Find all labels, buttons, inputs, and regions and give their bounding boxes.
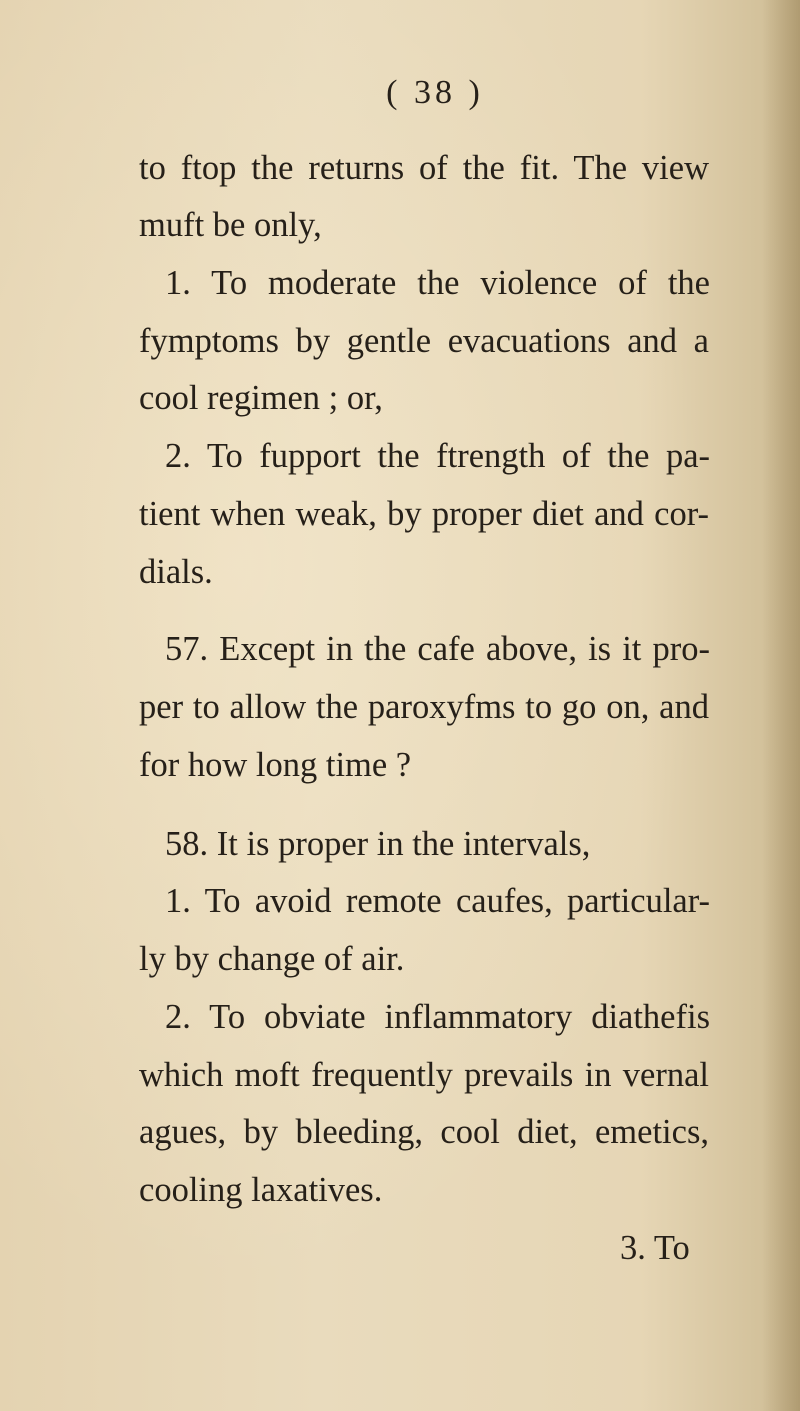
text-line: 2. To obviate inflammatory diathefis bbox=[165, 998, 710, 1036]
page-number: ( 38 ) bbox=[386, 74, 484, 111]
text-line: 1. To avoid remote caufes, particular- bbox=[165, 882, 710, 920]
text-line: agues, by bleeding, cool diet, emetics, bbox=[139, 1113, 709, 1151]
answer-58-line: 58. It is proper in the intervals, bbox=[165, 825, 591, 863]
text-line: 2. To fupport the ftrength of the pa- bbox=[165, 437, 710, 475]
text-line: per to allow the paroxyfms to go on, and bbox=[139, 688, 709, 726]
text-line: cooling laxatives. bbox=[139, 1171, 383, 1209]
text-line: tient when weak, by proper diet and cor- bbox=[139, 495, 709, 533]
text-line: for how long time ? bbox=[139, 746, 412, 784]
page-edge-shadow bbox=[762, 0, 800, 1411]
text-line: which moft frequently prevails in vernal bbox=[139, 1056, 709, 1094]
catchword: 3. To bbox=[620, 1229, 690, 1267]
text-line: 1. To moderate the violence of the bbox=[165, 264, 710, 302]
text-line: to ftop the returns of the fit. The view bbox=[139, 149, 709, 187]
question-57-line: 57. Except in the cafe above, is it pro- bbox=[165, 630, 710, 668]
text-line: muft be only, bbox=[139, 206, 322, 244]
text-line: dials. bbox=[139, 553, 213, 591]
text-line: ly by change of air. bbox=[139, 940, 405, 978]
text-line: cool regimen ; or, bbox=[139, 379, 383, 417]
text-line: fymptoms by gentle evacuations and a bbox=[139, 322, 709, 360]
